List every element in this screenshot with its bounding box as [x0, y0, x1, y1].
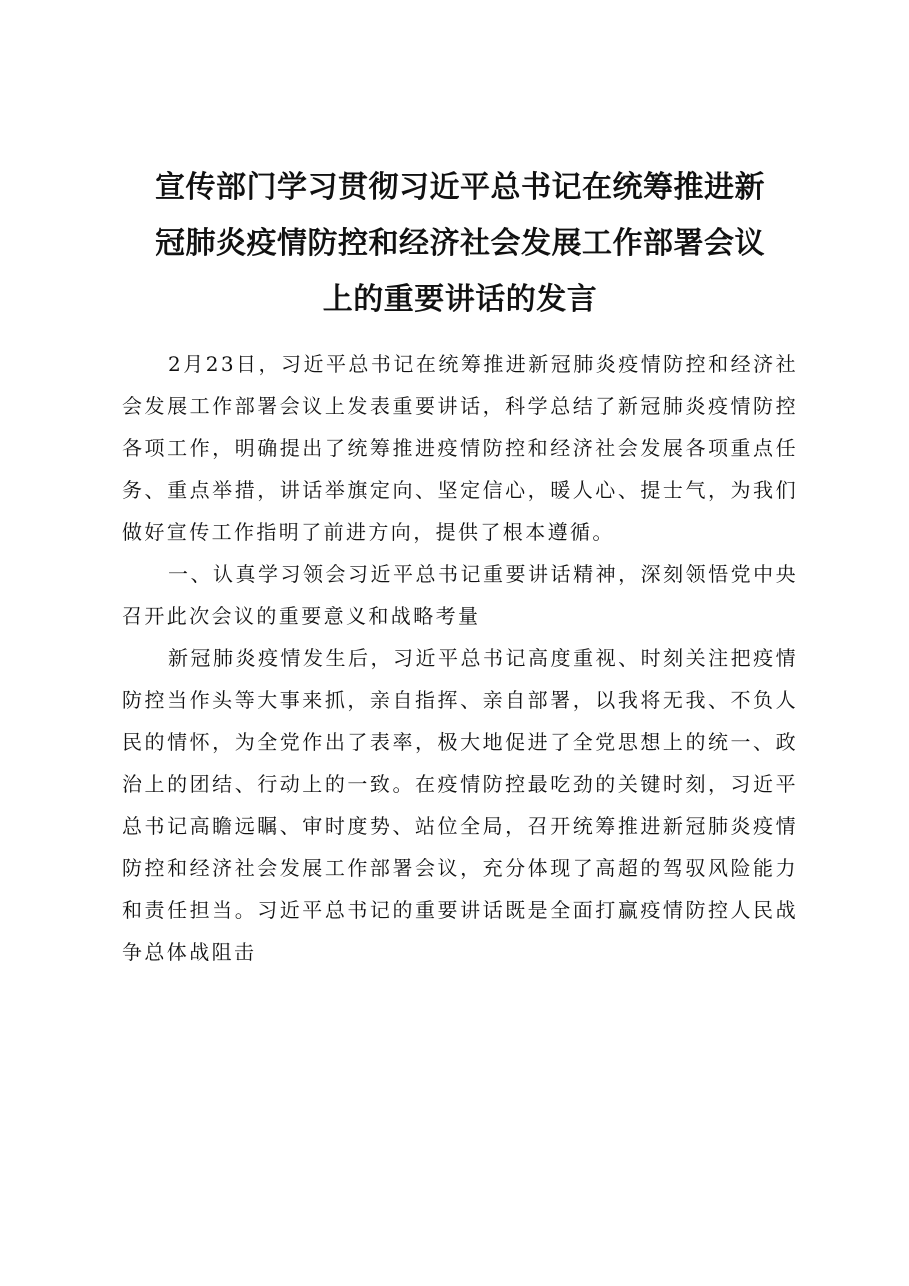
paragraph-intro: 2月23日，习近平总书记在统筹推进新冠肺炎疫情防控和经济社会发展工作部署会议上发表重要讲话，科学总结了新冠肺炎疫情防控各项工作，明确提出了统筹推进疫情防控和经济社会发展各项重点任务、重点举措，讲话举旗定向、坚定信心，暖人心、提士气，为我们做好宣传工作指明了前进方向，提供了根本遵循。: [122, 352, 798, 544]
document-body: [122, 343, 798, 973]
title-line-1: 宣传部门学习贯彻习近平总书记在统筹推进新: [155, 170, 765, 205]
title-line-2: 冠肺炎疫情防控和经济社会发展工作部署会议: [155, 226, 765, 261]
document-title: [120, 160, 800, 328]
paragraph-section-1: 新冠肺炎疫情发生后，习近平总书记高度重视、时刻关注把疫情防控当作头等大事来抓，亲自指挥、亲自部署，以我将无我、不负人民的情怀，为全党作出了表率，极大地促进了全党思想上的统一、政治上的团结、行动上的一致。在疫情防控最吃劲的关键时刻，习近平总书记高瞻远瞩、审时度势、站位全局，召开统筹推进新冠肺炎疫情防控和经济社会发展工作部署会议，充分体现了高超的驾驭风险能力和责任担当。习近平总书记的重要讲话既是全面打赢疫情防控人民战争总体战阻击: [122, 646, 798, 964]
section-heading-1: 一、认真学习领会习近平总书记重要讲话精神，深刻领悟党中央召开此次会议的重要意义和战略考量: [122, 562, 798, 628]
title-line-3: 上的重要讲话的发言: [322, 282, 598, 317]
